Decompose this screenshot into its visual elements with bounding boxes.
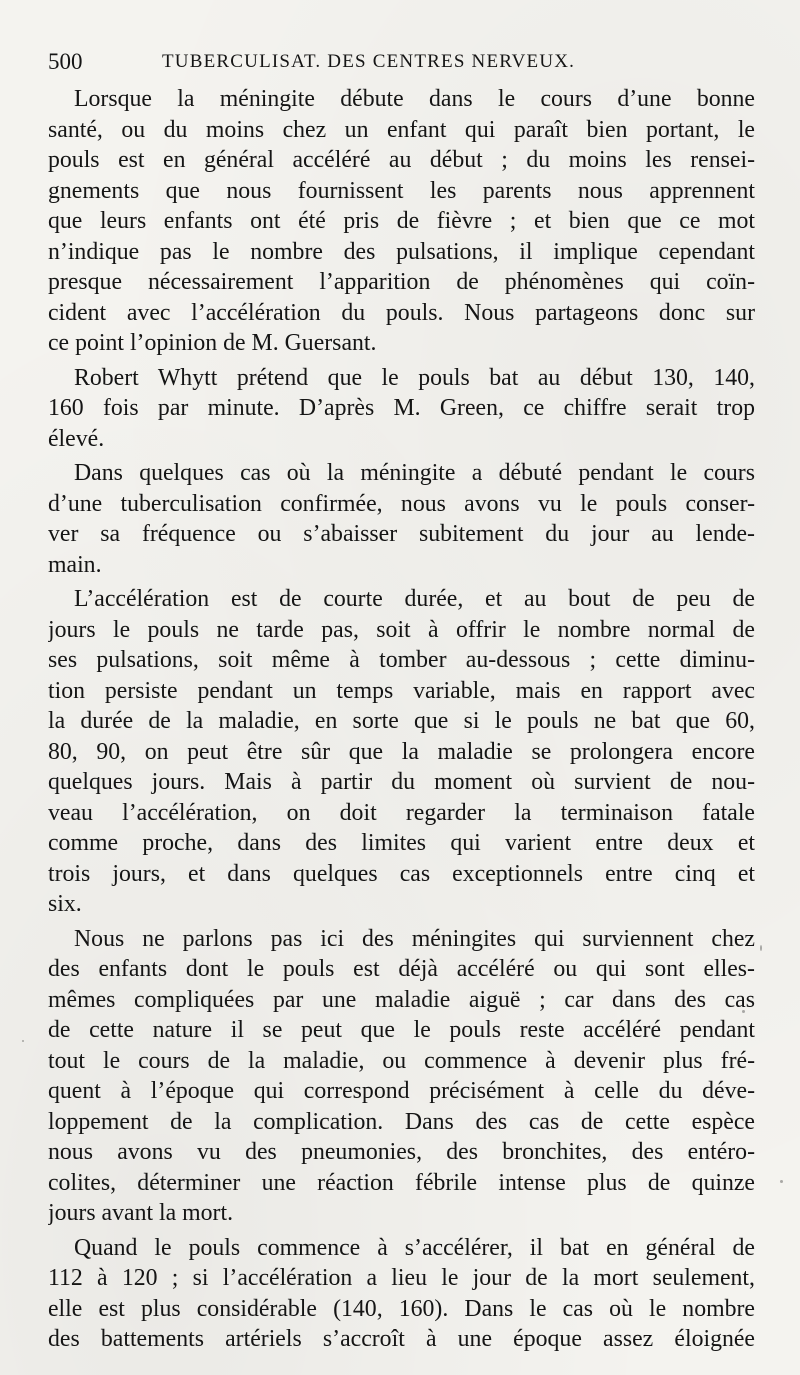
text-line: 160 fois par minute. D’après M. Green, ce chiffre serait trop <box>48 395 755 421</box>
text-line: Dans quelques cas où la méningite a débuté pendant le cours <box>74 460 755 486</box>
paragraph <box>48 1233 755 1355</box>
text-line: colites, déterminer une réaction fébrile intense plus de quinze <box>48 1169 755 1196</box>
text-line: mêmes compliquées par une maladie aiguë ; car dans des cas <box>48 986 755 1013</box>
text-line: la durée de la maladie, en sorte que si le pouls ne bat que 60, <box>48 708 755 734</box>
paragraph <box>48 924 755 1229</box>
text-line: Quand le pouls commence à s’accélérer, il bat en général de <box>74 1234 755 1261</box>
text-line: que leurs enfants ont été pris de fièvre ; et bien que ce mot <box>48 208 755 234</box>
text-line: presque nécessairement l’apparition de phénomènes qui coïn- <box>48 269 755 295</box>
text-line: Lorsque la méningite débute dans le cours d’une bonne <box>74 86 755 112</box>
text-line: veau l’accélération, on doit regarder la terminaison fatale <box>48 799 755 826</box>
text-line: cident avec l’accélération du pouls. Nous partageons donc sur <box>48 299 755 326</box>
text-line: gnements que nous fournissent les parents nous apprennent <box>48 177 755 204</box>
text-line: 112 à 120 ; si l’accélération a lieu le jour de la mort seulement, <box>48 1265 755 1291</box>
text-line: ce point l’opinion de M. Guersant. <box>48 330 377 356</box>
text-line: elle est plus considérable (140, 160). Dans le cas où le nombre <box>48 1295 755 1322</box>
text-line: n’indique pas le nombre des pulsations, il implique cependant <box>48 238 755 265</box>
text-line: pouls est en général accéléré au début ; du moins les rensei- <box>48 147 755 173</box>
text-line: Robert Whytt prétend que le pouls bat au début 130, 140, <box>74 364 755 391</box>
text-line: six. <box>48 891 82 917</box>
text-line: trois jours, et dans quelques cas exceptionnels entre cinq et <box>48 860 755 887</box>
text-line: L’accélération est de courte durée, et au bout de peu de <box>74 586 755 612</box>
text-line: loppement de la complication. Dans des cas de cette espèce <box>48 1108 755 1135</box>
body-text <box>48 84 755 1355</box>
text-line: comme proche, dans des limites qui varient entre deux et <box>48 830 755 856</box>
text-line: ver sa fréquence ou s’abaisser subitement du jour au lende- <box>48 521 755 547</box>
paragraph <box>48 458 755 580</box>
paragraph <box>48 363 755 455</box>
text-line: quent à l’époque qui correspond précisément à celle du déve- <box>48 1078 755 1104</box>
text-line: nous avons vu des pneumonies, des bronchites, des entéro- <box>48 1139 755 1165</box>
text-line: main. <box>48 551 102 578</box>
page-header <box>48 46 748 78</box>
text-line: jours le pouls ne tarde pas, soit à offrir le nombre normal de <box>48 616 755 643</box>
paragraph <box>48 584 755 920</box>
text-line: des battements artériels s’accroît à une époque assez éloignée <box>48 1326 755 1352</box>
text-line: Nous ne parlons pas ici des méningites qui surviennent chez <box>74 925 755 952</box>
paragraph <box>48 84 755 359</box>
text-line: des enfants dont le pouls est déjà accéléré ou qui sont elles- <box>48 956 755 982</box>
text-line: ses pulsations, soit même à tomber au-dessous ; cette diminu- <box>48 647 755 673</box>
text-line: tout le cours de la maladie, ou commence à devenir plus fré- <box>48 1047 755 1074</box>
text-line: tion persiste pendant un temps variable, mais en rapport avec <box>48 677 755 704</box>
text-line: d’une tuberculisation confirmée, nous avons vu le pouls conser- <box>48 490 755 517</box>
running-title: TUBERCULISAT. DES CENTRES NERVEUX. <box>162 51 576 72</box>
text-line: santé, ou du moins chez un enfant qui paraît bien portant, le <box>48 116 755 143</box>
text-line: 80, 90, on peut être sûr que la maladie se prolongera encore <box>48 738 755 765</box>
page-number: 500 <box>48 49 83 74</box>
text-line: élevé. <box>48 425 105 452</box>
text-line: jours avant la mort. <box>48 1200 234 1226</box>
text-line: de cette nature il se peut que le pouls reste accéléré pendant <box>48 1017 755 1043</box>
text-line: quelques jours. Mais à partir du moment où survient de nou- <box>48 769 755 795</box>
